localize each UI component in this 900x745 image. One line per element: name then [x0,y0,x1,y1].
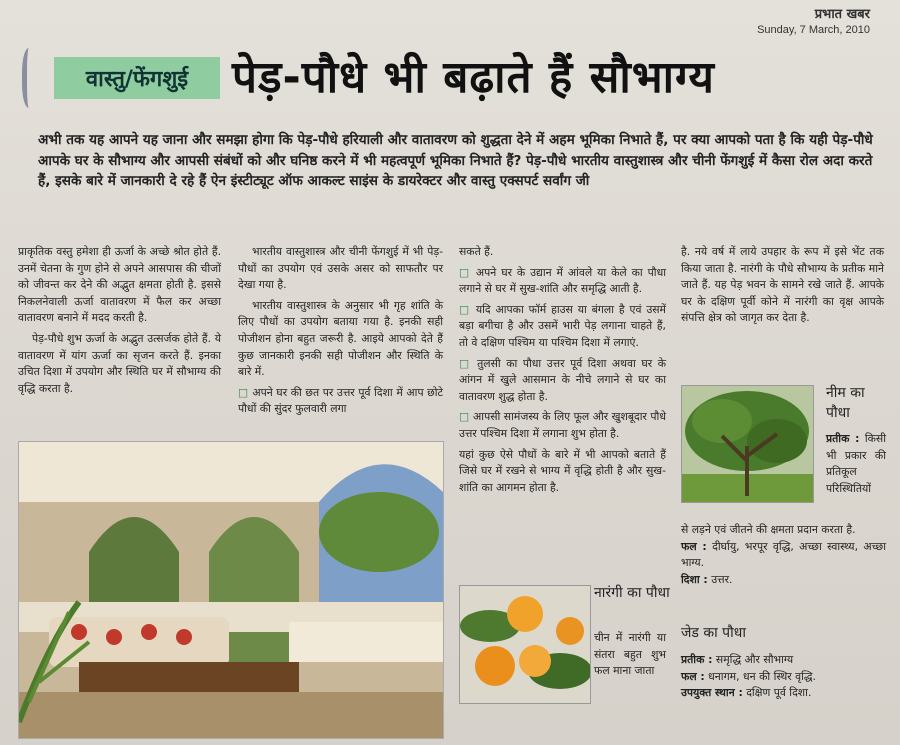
jade-pratik-text: समृद्धि और सौभाग्य [715,653,794,666]
neem-title: नीम का पौधा [826,385,865,421]
bullet-paragraph: □ अपने घर की छत पर उत्तर पूर्व दिशा में आप छोटे पौधों की सुंदर फुलवारी लगा [238,385,443,418]
bullet-paragraph: □ आपसी सामंजस्य के लिए फूल और खुशबूदार पौधे उत्तर पश्चिम दिशा में लगाना शुभ होता है. [459,409,666,442]
neem-details [681,522,886,588]
headline: पेड़-पौधे भी बढ़ाते हैं सौभाग्य [232,52,715,103]
jade-title: जेड का पौधा [681,625,746,641]
article-column-3 [459,244,666,500]
column-paragraph: है. नये वर्ष में लाये उपहार के रूप में इसे भेंट तक किया जाता है. नारंगी के पौधे सौभाग्य के प्रतीक माने जाते हैं. यह पेड़ भवन के सामने रखे जाते हैं. आपके घर के दक्षिण पूर्वी कोने में नारंगी का वृक्ष आपके संपत्ति क्षेत्र को जागृत कर देता है. [681,245,884,325]
bullet-paragraph: □ अपने घर के उद्यान में आंवले या केले का पौधा लगाने से घर में सुख-शांति और समृद्धि आती है. [459,265,666,298]
bullet-paragraph: □ तुलसी का पौधा उत्तर पूर्व दिशा अथवा घर के आंगन में खुले आसमान के नीचे लगाने से घर का वातावरण शुद्ध होता है. [459,356,666,406]
living-room-photo [18,441,444,739]
column-paragraph: भारतीय वास्तुशास्त्र और चीनी फेंगशुई में भी पेड़-पौधों का उपयोग एवं उसके असर को साफतौर पर देखा गया है. [238,245,443,292]
decorative-bracket [22,48,39,108]
column-paragraph: यहां कुछ ऐसे पौधों के बारे में भी आपको बताते हैं जिसे घर में रखने से भाग्य में वृद्धि होती है और सुख-शांति का आगमन होता है. [459,447,666,494]
article-column-1 [18,244,221,401]
neem-pratik-text: किसी भी प्रकार की प्रतिकूल परिस्थितियों [826,432,886,495]
column-paragraph: पेड़-पौधे शुभ ऊर्जा के अद्भुत उत्सर्जक होते हैं. ये वातावरण में यांग ऊर्जा का सृजन करते हैं. इनका उचित दिशा में उपयोग और स्थिति घर में सौभाग्य की वृद्धि करता है. [18,331,221,395]
orange-title: नारंगी का पौधा [594,585,670,601]
neem-phal-label: फल : [681,539,707,553]
column-paragraph: सकते हैं. [459,245,494,258]
column-paragraph: प्राकृतिक वस्तु हमेशा ही ऊर्जा के अच्छे श्रोत होते हैं. उनमें चेतना के गुण होने से अपने आसपास की चीजों को जीवन्त कर देने की अद्भुत क्षमता होती है. इससे निकलनेवाली ऊर्जा वातावरण में फैल कर अच्छा वातावरण बनाने में मदद करती है. [18,245,221,325]
article-column-2 [238,244,443,422]
jade-phal-label: फल : [681,669,705,683]
newspaper-brand: प्रभात खबर [814,7,870,22]
publication-date: Sunday, 7 March, 2010 [757,24,870,36]
jade-sthan-label: उपयुक्त स्थान : [681,686,743,699]
section-tag: वास्तु/फेंगशुई [54,57,220,99]
neem-disha-label: दिशा : [681,572,708,586]
masthead [757,4,870,36]
neem-phal-text: दीर्घायु, भरपूर वृद्धि, अच्छा स्वास्थ्य, अच्छा भाग्य. [681,539,886,569]
jade-details [681,652,886,702]
intro-paragraph: अभी तक यह आपने यह जाना और समझा होगा कि पेड़-पौधे हरियाली और वातावरण को शुद्धता देने में अहम भूमिका निभाते हैं, पर क्या आपको पता है कि यही पेड़-पौधे आपके घर के सौभाग्य और आपसी संबंधों को और घनिष्ठ करने में भी महत्वपूर्ण भूमिका निभाते हैं? पेड़-पौधे भारतीय वास्तुशास्त्र और चीनी फेंगशुई में कैसा रोल अदा करते हैं, इसके बारे में जानकारी दे रहे हैं ऐन इंस्टीट्यूट ऑफ आकल्ट साइंस के डायरेक्टर और वास्तु एक्सपर्ट सर्वांग जी [38,132,873,189]
neem-disha-text: उत्तर. [711,572,733,586]
column-paragraph: भारतीय वास्तुशास्त्र के अनुसार भी गृह शांति के लिए पौधों का उपयोग बताया गया है. इनकी सही पोजीशन होना बहुत जरूरी है. आइये आपको देते हैं कुछ जानकारी इनकी सही पोजीशन और स्थिति के बारे में. [238,298,443,379]
article-column-4 [681,244,884,331]
neem-pratik [826,431,886,497]
jade-pratik-label: प्रतीक : [681,653,713,666]
bullet-paragraph: □ यदि आपका फॉर्म हाउस या बंगला है एवं उसमें बड़ा बगीचा है और उसमें भारी पेड़ लगाना चाहते हैं, तो वे दक्षिण पश्चिम या पश्चिम दिशा में लगाएं. [459,302,666,352]
jade-sthan-text: दक्षिण पूर्व दिशा. [746,686,812,699]
orange-tree-photo [459,585,591,704]
neem-pratik-label: प्रतीक : [826,432,860,445]
neem-tree-photo [681,385,814,503]
orange-text: चीन में नारंगी या संतरा बहुत शुभ फल माना जाता [594,631,666,677]
neem-pratik-continued: से लड़ने एवं जीतने की क्षमता प्रदान करता है. [681,523,856,536]
jade-phal-text: धनागम, धन की स्थिर वृद्धि. [708,669,816,683]
